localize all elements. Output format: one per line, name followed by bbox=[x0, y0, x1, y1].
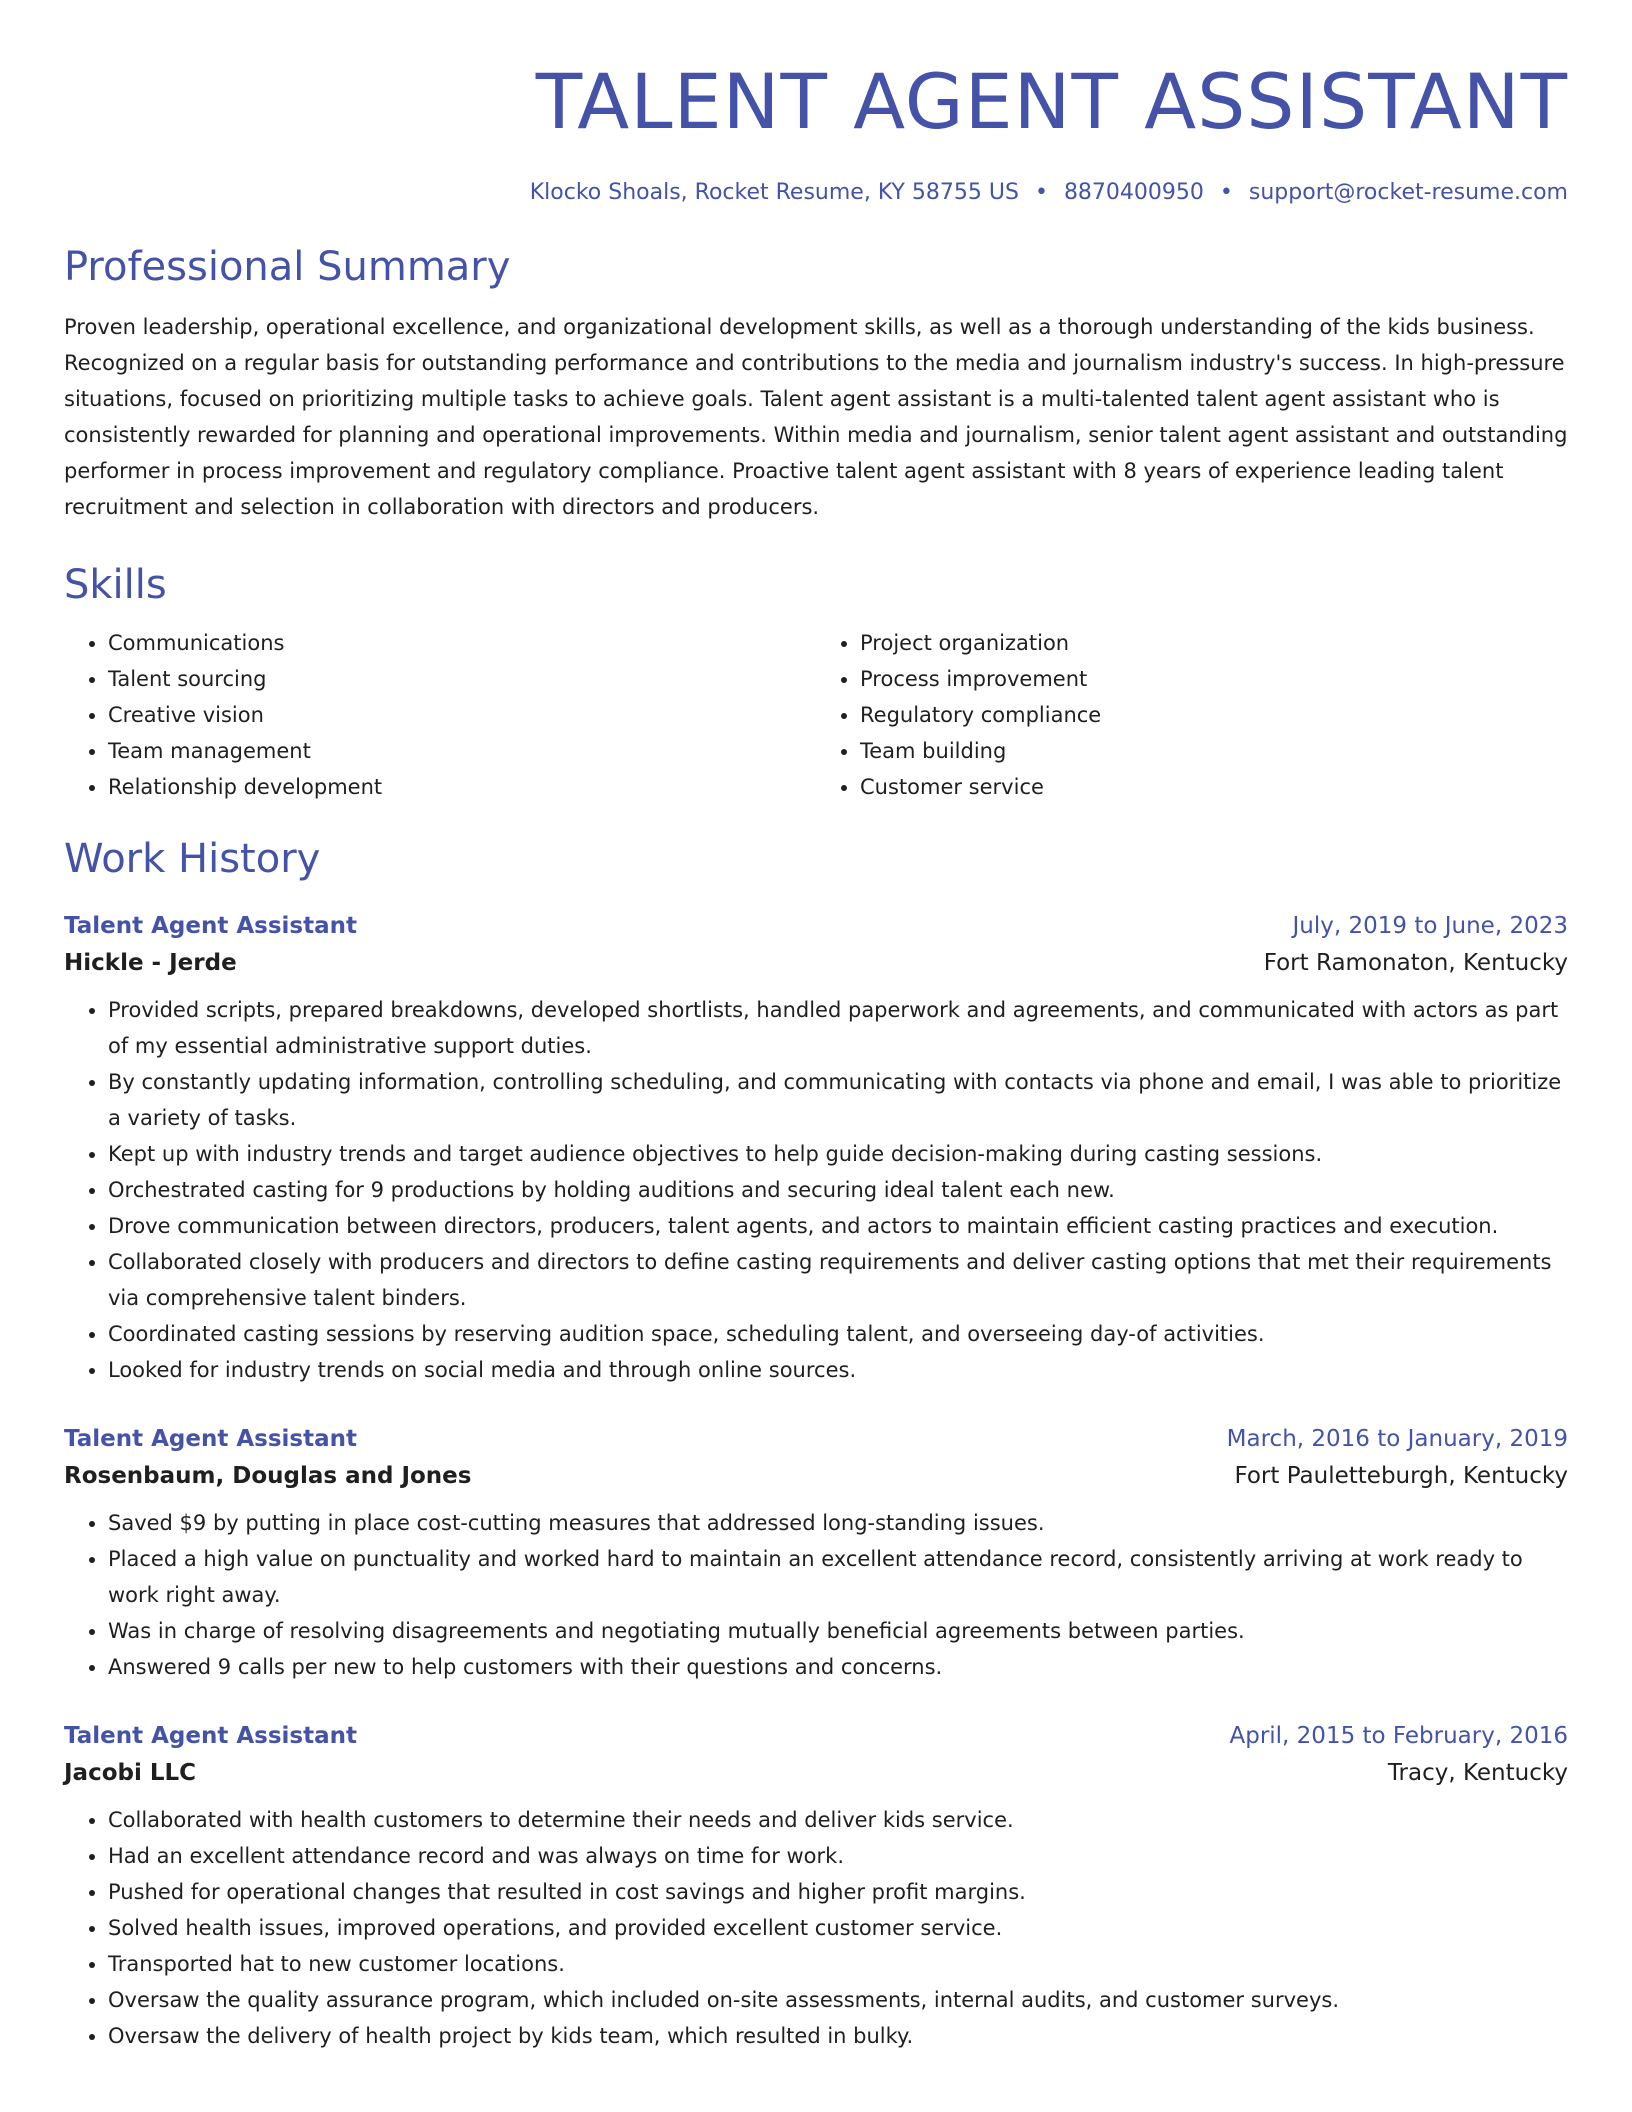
skills-list bbox=[64, 625, 1568, 805]
job-header bbox=[64, 1426, 1568, 1452]
job-company-row bbox=[64, 1760, 1568, 1786]
contact-separator: • bbox=[1219, 180, 1233, 205]
job-bullets bbox=[64, 992, 1568, 1388]
job-bullet: • Orchestrated casting for 9 productions by holding auditions and securing ideal talent each new. bbox=[108, 1172, 1568, 1208]
job-bullet: • Oversaw the delivery of health project by kids team, which resulted in bulky. bbox=[108, 2018, 1568, 2054]
job-bullet: • Transported hat to new customer locations. bbox=[108, 1946, 1568, 1982]
job-header bbox=[64, 913, 1568, 939]
job-bullet: • Provided scripts, prepared breakdowns, developed shortlists, handled paperwork and agreements, and communicated with actors as part of my essential administrative support duties. bbox=[108, 992, 1568, 1064]
job-bullet: • Solved health issues, improved operations, and provided excellent customer service. bbox=[108, 1910, 1568, 1946]
job-bullet: • Collaborated with health customers to determine their needs and deliver kids service. bbox=[108, 1802, 1568, 1838]
summary-text: Proven leadership, operational excellence, and organizational development skills, as well as a thorough understanding of the kids business. Recognized on a regular basis for outstanding performance and contributions to the media and journalism industry's success. In high-pressure situations, focused on prioritizing multiple tasks to achieve goals. Talent agent assistant is a multi-talented talent agent assistant who is consistently rewarded for planning and operational improvements. Within media and journalism, senior talent agent assistant and outstanding performer in process improvement and regulatory compliance. Proactive talent agent assistant with 8 years of experience leading talent recruitment and selection in collaboration with directors and producers. bbox=[64, 315, 1568, 519]
skill-item: • Talent sourcing bbox=[108, 661, 816, 697]
summary-section-title: Professional Summary bbox=[64, 244, 511, 290]
job-bullet: • Drove communication between directors, producers, talent agents, and actors to maintain efficient casting practices and execution. bbox=[108, 1208, 1568, 1244]
skill-item: • Team building bbox=[860, 733, 1568, 769]
job-company: Hickle - Jerde bbox=[64, 950, 237, 976]
skills-column-left bbox=[64, 625, 816, 805]
contact-email: support@rocket-resume.com bbox=[1248, 180, 1568, 205]
job-bullet: • Saved $9 by putting in place cost-cutting measures that addressed long-standing issues. bbox=[108, 1505, 1568, 1541]
skill-item: • Creative vision bbox=[108, 697, 816, 733]
job-bullet: • Collaborated closely with producers and directors to define casting requirements and deliver casting options that met their requirements via comprehensive talent binders. bbox=[108, 1244, 1568, 1316]
resume-name-title: TALENT AGENT ASSISTANT bbox=[535, 57, 1568, 146]
job-company: Jacobi LLC bbox=[64, 1760, 197, 1786]
contact-phone: 8870400950 bbox=[1063, 180, 1204, 205]
job-company: Rosenbaum, Douglas and Jones bbox=[64, 1463, 472, 1489]
job-bullet: • Was in charge of resolving disagreements and negotiating mutually beneficial agreements between parties. bbox=[108, 1613, 1568, 1649]
work-history-section-title: Work History bbox=[64, 836, 321, 882]
job-dates: April, 2015 to February, 2016 bbox=[1229, 1723, 1568, 1749]
job-title: Talent Agent Assistant bbox=[64, 913, 357, 939]
skill-item: • Project organization bbox=[860, 625, 1568, 661]
job-bullet: • Placed a high value on punctuality and worked hard to maintain an excellent attendance record, consistently arriving at work ready to work right away. bbox=[108, 1541, 1568, 1613]
skill-item: • Communications bbox=[108, 625, 816, 661]
job-bullet: • Kept up with industry trends and target audience objectives to help guide decision-making during casting sessions. bbox=[108, 1136, 1568, 1172]
job-bullet: • Coordinated casting sessions by reserving audition space, scheduling talent, and overseeing day-of activities. bbox=[108, 1316, 1568, 1352]
job-bullets bbox=[64, 1802, 1568, 2054]
job-dates: March, 2016 to January, 2019 bbox=[1226, 1426, 1568, 1452]
skills-column-right bbox=[816, 625, 1568, 805]
job-dates: July, 2019 to June, 2023 bbox=[1292, 913, 1568, 939]
job-title: Talent Agent Assistant bbox=[64, 1426, 357, 1452]
skill-item: • Regulatory compliance bbox=[860, 697, 1568, 733]
job-bullet: • By constantly updating information, controlling scheduling, and communicating with contacts via phone and email, I was able to prioritize a variety of tasks. bbox=[108, 1064, 1568, 1136]
skill-item: • Team management bbox=[108, 733, 816, 769]
job-title: Talent Agent Assistant bbox=[64, 1723, 357, 1749]
job-header bbox=[64, 1723, 1568, 1749]
job-location: Tracy, Kentucky bbox=[1387, 1760, 1568, 1786]
job-bullet: • Looked for industry trends on social media and through online sources. bbox=[108, 1352, 1568, 1388]
job-entry bbox=[64, 1426, 1568, 1685]
skill-item: • Process improvement bbox=[860, 661, 1568, 697]
skill-item: • Customer service bbox=[860, 769, 1568, 805]
job-location: Fort Pauletteburgh, Kentucky bbox=[1234, 1463, 1568, 1489]
job-location: Fort Ramonaton, Kentucky bbox=[1263, 950, 1568, 976]
job-company-row bbox=[64, 950, 1568, 976]
job-entry bbox=[64, 913, 1568, 1388]
job-bullets bbox=[64, 1505, 1568, 1685]
contact-line bbox=[64, 180, 1568, 205]
job-bullet: • Answered 9 calls per new to help customers with their questions and concerns. bbox=[108, 1649, 1568, 1685]
contact-separator: • bbox=[1034, 180, 1048, 205]
job-bullet: • Had an excellent attendance record and was always on time for work. bbox=[108, 1838, 1568, 1874]
job-company-row bbox=[64, 1463, 1568, 1489]
contact-address: Klocko Shoals, Rocket Resume, KY 58755 US bbox=[529, 180, 1019, 205]
skills-section-title: Skills bbox=[64, 562, 167, 608]
job-bullet: • Pushed for operational changes that resulted in cost savings and higher profit margins. bbox=[108, 1874, 1568, 1910]
job-bullet: • Oversaw the quality assurance program, which included on-site assessments, internal audits, and customer surveys. bbox=[108, 1982, 1568, 2018]
skill-item: • Relationship development bbox=[108, 769, 816, 805]
job-entry bbox=[64, 1723, 1568, 2054]
